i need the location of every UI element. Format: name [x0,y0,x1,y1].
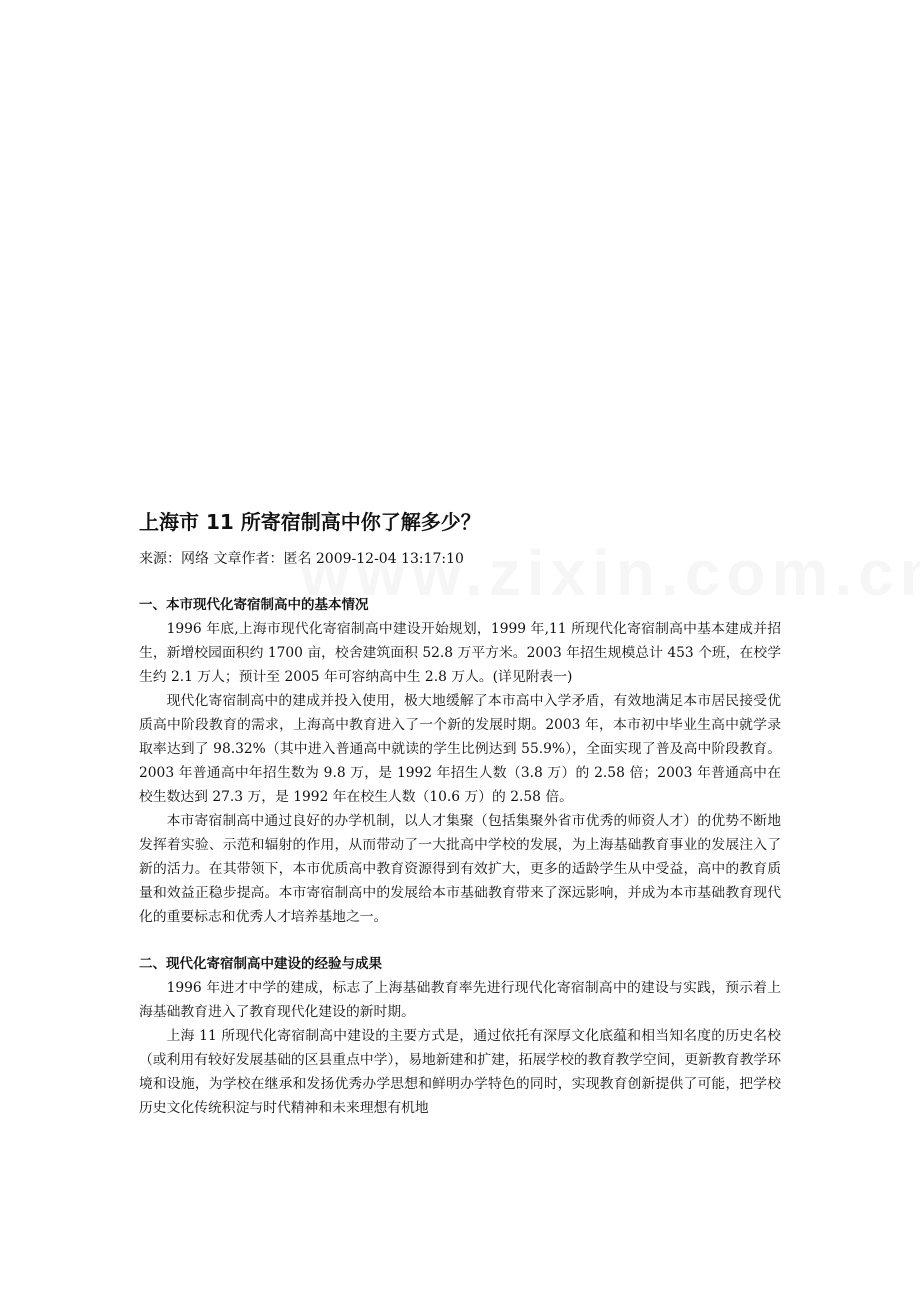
article-title: 上海市 11 所寄宿制高中你了解多少？ [139,510,481,534]
paragraph: 现代化寄宿制高中的建成并投入使用，极大地缓解了本市高中入学矛盾，有效地满足本市居民接受优质高中阶段教育的需求，上海高中教育进入了一个新的发展时期。2003 年，本市初中毕业生高中就学录取率达到了 98.32%（其中进入普通高中就读的学生比例达到 55.9%），全面实现了普及高中阶段教育。2003 年普通高中年招生数为 9.8 万，是 1992 年招生人数（3.8 万）的 2.58 倍；2003 年普通高中在校生数达到 27.3 万，是 1992 年在校生人数（10.6 万）的 2.58 倍。 [139,693,781,805]
paragraph: 1996 年进才中学的建成，标志了上海基础教育率先进行现代化寄宿制高中的建设与实践，预示着上海基础教育进入了教育现代化建设的新时期。 [139,980,781,1020]
section-heading: 一、本市现代化寄宿制高中的基本情况 [139,597,369,613]
section-experience-results [139,952,781,1120]
paragraph: 本市寄宿制高中通过良好的办学机制，以人才集聚（包括集聚外省市优秀的师资人才）的优势不断地发挥着实验、示范和辐射的作用，从而带动了一大批高中学校的发展，为上海基础教育事业的发展注入了新的活力。在其带领下，本市优质高中教育资源得到有效扩大，更多的适龄学生从中受益，高中的教育质量和效益正稳步提高。本市寄宿制高中的发展给本市基础教育带来了深远影响，并成为本市基础教育现代化的重要标志和优秀人才培养基地之一。 [139,813,781,925]
paragraph: 上海 11 所现代化寄宿制高中建设的主要方式是，通过依托有深厚文化底蕴和相当知名度的历史名校（或利用有较好发展基础的区县重点中学），易地新建和扩建，拓展学校的教育教学空间，更新教育教学环境和设施，为学校在继承和发扬优秀办学思想和鲜明办学特色的同时，实现教育创新提供了可能，把学校历史文化传统积淀与时代精神和未来理想有机地 [139,1028,781,1116]
article [139,505,781,1120]
section-heading: 二、现代化寄宿制高中建设的经验与成果 [139,956,382,972]
paragraph: 1996 年底,上海市现代化寄宿制高中建设开始规划，1999 年,11 所现代化寄宿制高中基本建成并招生，新增校园面积约 1700 亩，校舍建筑面积 52.8 万平方米。2003 年招生规模总计 453 个班，在校学生约 2.1 万人；预计至 2005 年可容纳高中生 2.8 万人。(详见附表一) [139,621,781,685]
article-meta: 来源：网络 文章作者：匿名 2009-12-04 13:17:10 [139,551,464,567]
section-basic-situation [139,593,781,929]
